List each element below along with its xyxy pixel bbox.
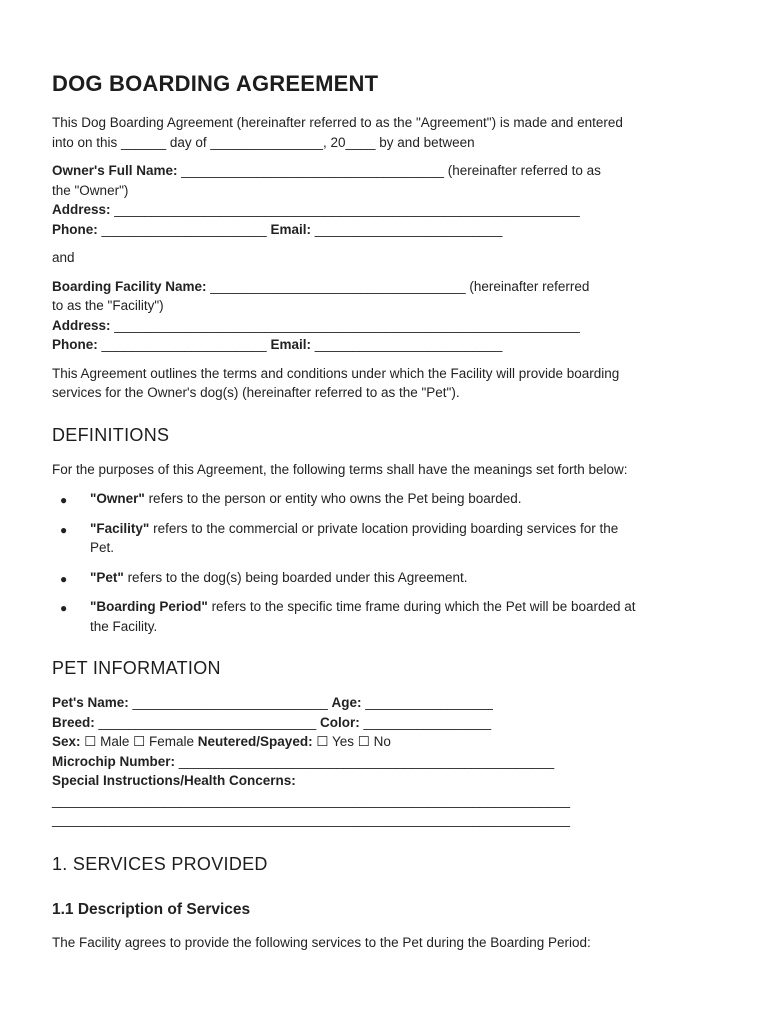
bullet-icon: ● [60, 522, 68, 537]
pet-breed-color-row [52, 713, 718, 733]
intro-paragraph [52, 113, 718, 152]
pet-age-label: Age: [331, 695, 362, 710]
owner-email-label: Email: [270, 221, 311, 237]
pet-special-blank-line[interactable]: _____________________________________________________________________ [52, 812, 571, 827]
pet-special-label [52, 771, 718, 791]
owner-name-continuation: the "Owner") [52, 182, 129, 198]
intro-line: This Dog Boarding Agreement (hereinafter referred to as the "Agreement") is made and entered [52, 115, 623, 130]
pet-information-block [52, 693, 718, 830]
definition-text: refers to the dog(s) being boarded under this Agreement. [123, 569, 468, 585]
pet-information-heading: PET INFORMATION [52, 658, 221, 678]
facility-name-label: Boarding Facility Name: [52, 278, 207, 294]
services-heading: 1. SERVICES PROVIDED [52, 853, 268, 874]
definitions-heading: DEFINITIONS [52, 424, 170, 445]
pet-microchip-row [52, 752, 718, 772]
definition-term: "Pet" [90, 569, 124, 585]
services-subheading: 1.1 Description of Services [52, 900, 251, 918]
outline-paragraph [52, 364, 718, 403]
definition-text-continuation: the Facility. [90, 618, 158, 634]
owner-address-field[interactable] [52, 200, 718, 220]
facility-name-blank: __________________________________ (hereinafter referred [206, 278, 590, 294]
definition-item-facility [52, 519, 718, 558]
facility-name-field[interactable] [52, 277, 718, 297]
pet-color-blank[interactable]: _________________ [359, 714, 492, 730]
owner-name-field[interactable] [52, 161, 718, 181]
document-title: DOG BOARDING AGREEMENT [52, 71, 379, 96]
facility-address-blank: ______________________________________________________________ [110, 317, 580, 333]
pet-neutered-label: Neutered/Spayed: [197, 734, 313, 749]
services-text: The Facility agrees to provide the following services to the Pet during the Boarding Period: [52, 934, 591, 950]
owner-block [52, 161, 718, 239]
facility-email-label: Email: [270, 337, 311, 352]
definition-item-owner [52, 489, 718, 509]
owner-name-blank: ___________________________________ (hereinafter referred to as [177, 163, 601, 178]
facility-name-continuation: to as the "Facility") [52, 298, 164, 313]
owner-phone-blank[interactable]: ______________________ [97, 221, 271, 237]
facility-address-label: Address: [52, 317, 111, 333]
definition-text: refers to the commercial or private location providing boarding services for the [149, 520, 619, 536]
pet-name-age-row [52, 693, 718, 713]
facility-contact-row [52, 335, 718, 355]
pet-sex-checkboxes[interactable]: ☐ Male ☐ Female [80, 734, 198, 749]
definition-text: refers to the person or entity who owns the Pet being boarded. [144, 491, 522, 506]
definitions-list [52, 489, 718, 636]
pet-special-blank-line[interactable]: _____________________________________________________________________ [52, 792, 571, 808]
facility-phone-blank[interactable]: ______________________ [97, 337, 271, 352]
pet-sex-label: Sex: [52, 734, 81, 749]
owner-contact-row [52, 220, 718, 240]
definition-item-boarding-period [52, 597, 718, 636]
pet-breed-blank[interactable]: _____________________________ [94, 714, 321, 730]
definition-term: "Owner" [90, 491, 145, 506]
pet-color-label: Color: [320, 714, 360, 730]
facility-email-blank[interactable]: _________________________ [310, 337, 503, 352]
definition-item-pet [52, 568, 718, 588]
bullet-icon: ● [60, 601, 68, 615]
bullet-icon: ● [60, 493, 68, 507]
pet-breed-label: Breed: [52, 714, 95, 730]
definition-text-continuation: Pet. [90, 540, 115, 555]
definition-term: "Facility" [90, 520, 150, 536]
pet-special-label-text: Special Instructions/Health Concerns: [52, 773, 296, 788]
owner-phone-label: Phone: [52, 221, 98, 237]
facility-block [52, 277, 718, 355]
pet-name-label: Pet's Name: [52, 695, 129, 710]
outline-line: This Agreement outlines the terms and conditions under which the Facility will provide boarding [52, 365, 620, 381]
facility-phone-label: Phone: [52, 337, 98, 352]
definition-text: refers to the specific time frame during which the Pet will be boarded at [207, 599, 636, 614]
pet-microchip-blank[interactable]: __________________________________________________ [175, 753, 555, 769]
owner-email-blank[interactable]: _________________________ [310, 221, 503, 237]
bullet-icon: ● [60, 571, 68, 586]
owner-name-label: Owner's Full Name: [52, 163, 178, 178]
definitions-intro: For the purposes of this Agreement, the following terms shall have the meanings set forth below: [52, 461, 628, 477]
outline-line: services for the Owner's dog(s) (hereinafter referred to as the "Pet"). [52, 385, 460, 400]
pet-neutered-checkboxes[interactable]: ☐ Yes ☐ No [312, 734, 391, 749]
owner-address-label: Address: [52, 202, 111, 217]
intro-line: into on this ______ day of _______________, 20____ by and between [52, 134, 475, 150]
pet-microchip-label: Microchip Number: [52, 753, 176, 769]
pet-age-blank[interactable]: _________________ [361, 695, 493, 710]
definition-term: "Boarding Period" [90, 599, 208, 614]
and-text: and [52, 250, 75, 265]
pet-sex-neutered-row [52, 732, 718, 752]
owner-address-blank: ______________________________________________________________ [110, 202, 580, 217]
facility-address-field[interactable] [52, 316, 718, 336]
pet-name-blank[interactable]: __________________________ [128, 695, 332, 710]
